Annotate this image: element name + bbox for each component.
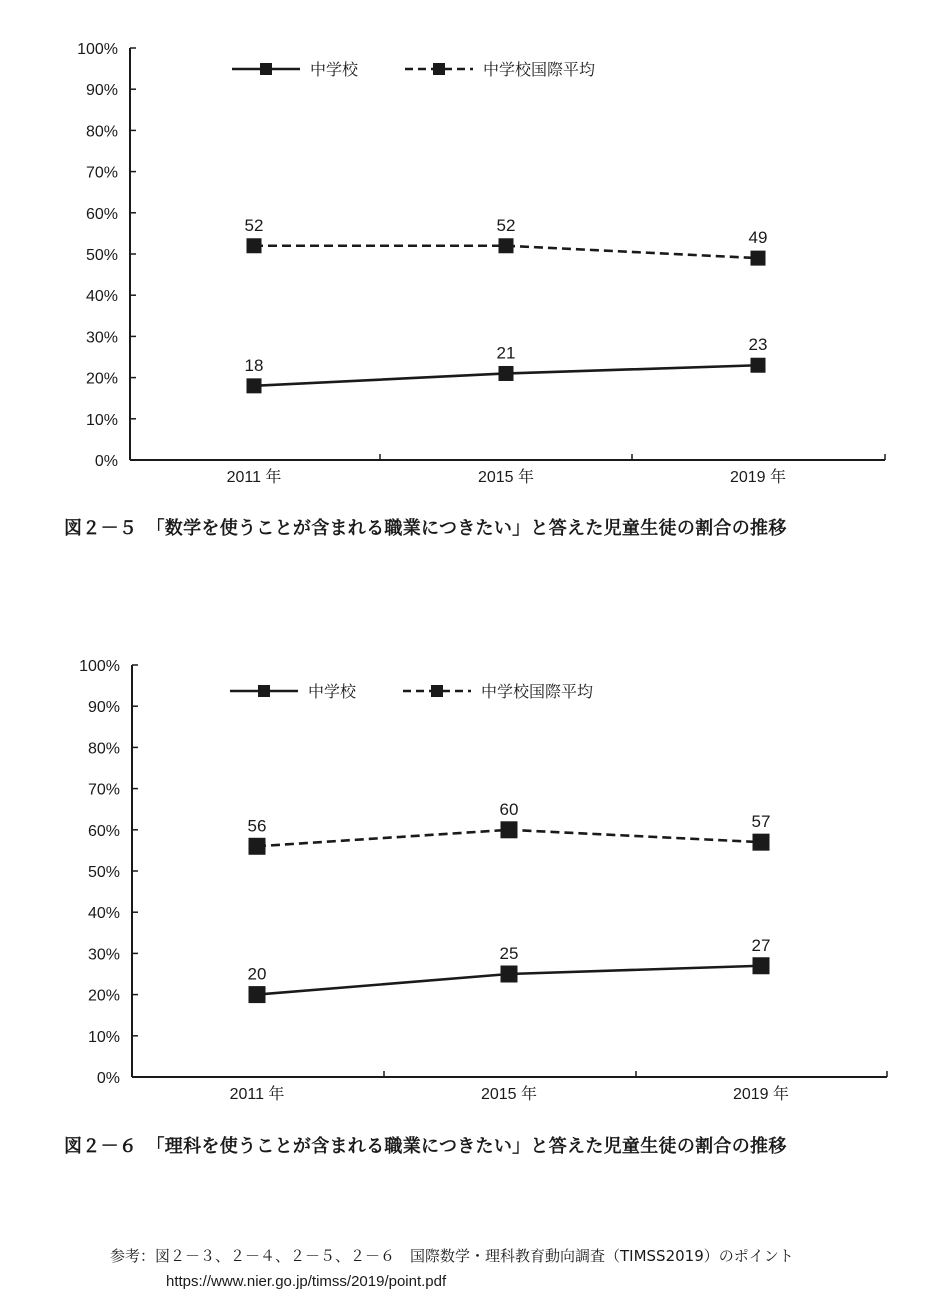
y-tick-label: 40% [85, 288, 118, 306]
legend-label: 中学校国際平均 [481, 682, 594, 701]
y-tick-label: 10% [85, 411, 118, 429]
legend-marker [258, 685, 270, 697]
data-point [753, 834, 770, 851]
data-label: 18 [244, 355, 264, 375]
x-tick-label: 2011 年 [226, 469, 282, 486]
y-tick-label: 0% [96, 1070, 120, 1087]
y-tick-label: 20% [87, 987, 120, 1005]
y-tick-label: 30% [85, 329, 118, 347]
y-tick-label: 60% [87, 822, 120, 840]
legend-label: 中学校国際平均 [483, 60, 596, 79]
data-label: 27 [751, 935, 771, 955]
y-tick-label: 80% [87, 740, 120, 758]
y-tick-label: 30% [87, 946, 120, 964]
data-label: 60 [499, 799, 519, 819]
y-tick-label: 90% [87, 699, 120, 717]
legend-label: 中学校 [308, 682, 357, 701]
data-label: 21 [496, 343, 516, 363]
y-tick-label: 50% [87, 864, 120, 881]
data-label: 57 [751, 812, 771, 832]
y-tick-label: 50% [85, 247, 118, 264]
data-point [501, 821, 518, 838]
data-point [249, 986, 266, 1003]
data-point [753, 957, 770, 974]
reference-url: https://www.nier.go.jp/timss/2019/point.pdf [166, 1273, 447, 1290]
data-label: 49 [748, 228, 768, 248]
reference-line: 参考：図２－３、２－４、２－５、２－６ 国際数学・理科教育動向調査（TIMSS2019）のポイント [110, 1247, 794, 1265]
x-tick-label: 2011 年 [229, 1086, 285, 1103]
figure-caption-2-5: 図２－５ 「数学を使うことが含まれる職業につきたい」と答えた児童生徒の割合の推移 [64, 518, 787, 539]
y-tick-label: 100% [79, 658, 120, 675]
x-tick-label: 2015 年 [477, 469, 535, 486]
data-label: 23 [748, 335, 768, 355]
y-tick-label: 70% [85, 164, 118, 182]
y-tick-label: 10% [87, 1028, 120, 1046]
y-tick-label: 60% [85, 205, 118, 223]
figure-caption-2-6: 図２－６ 「理科を使うことが含まれる職業につきたい」と答えた児童生徒の割合の推移 [64, 1136, 787, 1157]
data-label: 25 [499, 944, 519, 963]
y-tick-label: 0% [94, 453, 118, 470]
y-tick-label: 80% [85, 123, 118, 141]
x-tick-label: 2019 年 [729, 469, 787, 486]
data-point [501, 966, 518, 983]
x-tick-label: 2019 年 [732, 1086, 790, 1103]
data-label: 52 [244, 215, 264, 235]
legend-marker [431, 685, 443, 697]
data-label: 56 [247, 816, 267, 836]
references [110, 1244, 794, 1294]
x-tick-label: 2015 年 [480, 1086, 538, 1103]
y-tick-label: 40% [87, 905, 120, 923]
legend-label: 中学校 [310, 60, 359, 79]
data-point [249, 838, 266, 855]
y-tick-label: 20% [85, 370, 118, 388]
y-tick-label: 90% [85, 82, 118, 100]
y-tick-label: 100% [77, 41, 118, 58]
data-label: 52 [496, 215, 516, 235]
y-tick-label: 70% [87, 781, 120, 799]
data-label: 20 [247, 964, 267, 984]
